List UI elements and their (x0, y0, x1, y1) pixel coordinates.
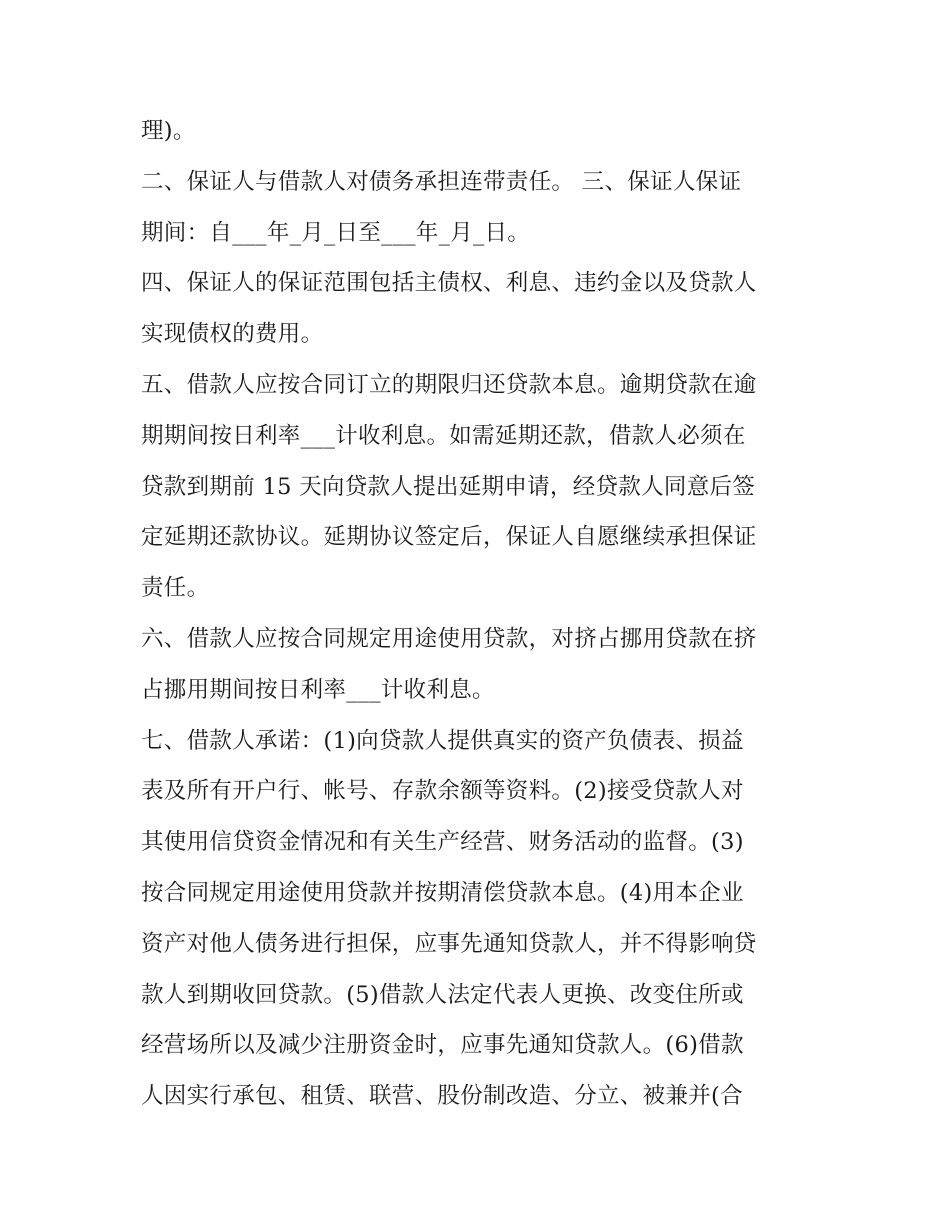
text-line: 期期间按日利率___计收利息。如需延期还款，借款人必须在 (141, 422, 746, 449)
text-line: 责任。 (141, 575, 210, 602)
text-line: 理)。 (141, 118, 196, 144)
text-line: 六、借款人应按合同规定用途使用贷款，对挤占挪用贷款在挤 (141, 625, 757, 652)
text-line: 期间：自___年_月_日至___年_月_日。 (141, 219, 531, 246)
text-line: 二、保证人与借款人对债务承担连带责任。 三、保证人保证 (141, 168, 742, 195)
text-line: 其使用信贷资金情况和有关生产经营、财务活动的监督。(3) (141, 829, 744, 856)
document-page (141, 106, 821, 1122)
text-line: 四、保证人的保证范围包括主债权、利息、违约金以及贷款人 (141, 270, 757, 297)
text-line: 贷款到期前 15 天向贷款人提出延期申请，经贷款人同意后签 (141, 473, 756, 500)
text-line: 表及所有开户行、帐号、存款余额等资料。(2)接受贷款人对 (141, 778, 744, 805)
text-line: 五、借款人应按合同订立的期限归还贷款本息。逾期贷款在逾 (141, 371, 757, 398)
text-line: 人因实行承包、租赁、联营、股份制改造、分立、被兼并(合 (141, 1083, 743, 1110)
text-line: 定延期还款协议。延期协议签定后，保证人自愿继续承担保证 (141, 524, 757, 551)
text-line: 实现债权的费用。 (141, 321, 324, 348)
text-line: 按合同规定用途使用贷款并按期清偿贷款本息。(4)用本企业 (141, 879, 744, 906)
text-line: 七、借款人承诺：(1)向贷款人提供真实的资产负债表、损益 (141, 727, 744, 754)
text-line: 款人到期收回贷款。(5)借款人法定代表人更换、改变住所或 (141, 981, 744, 1008)
text-line: 占挪用期间按日利率___计收利息。 (141, 676, 495, 703)
text-line: 经营场所以及减少注册资金时，应事先通知贷款人。(6)借款 (141, 1032, 744, 1059)
text-line: 资产对他人债务进行担保，应事先通知贷款人，并不得影响贷 (141, 930, 757, 957)
